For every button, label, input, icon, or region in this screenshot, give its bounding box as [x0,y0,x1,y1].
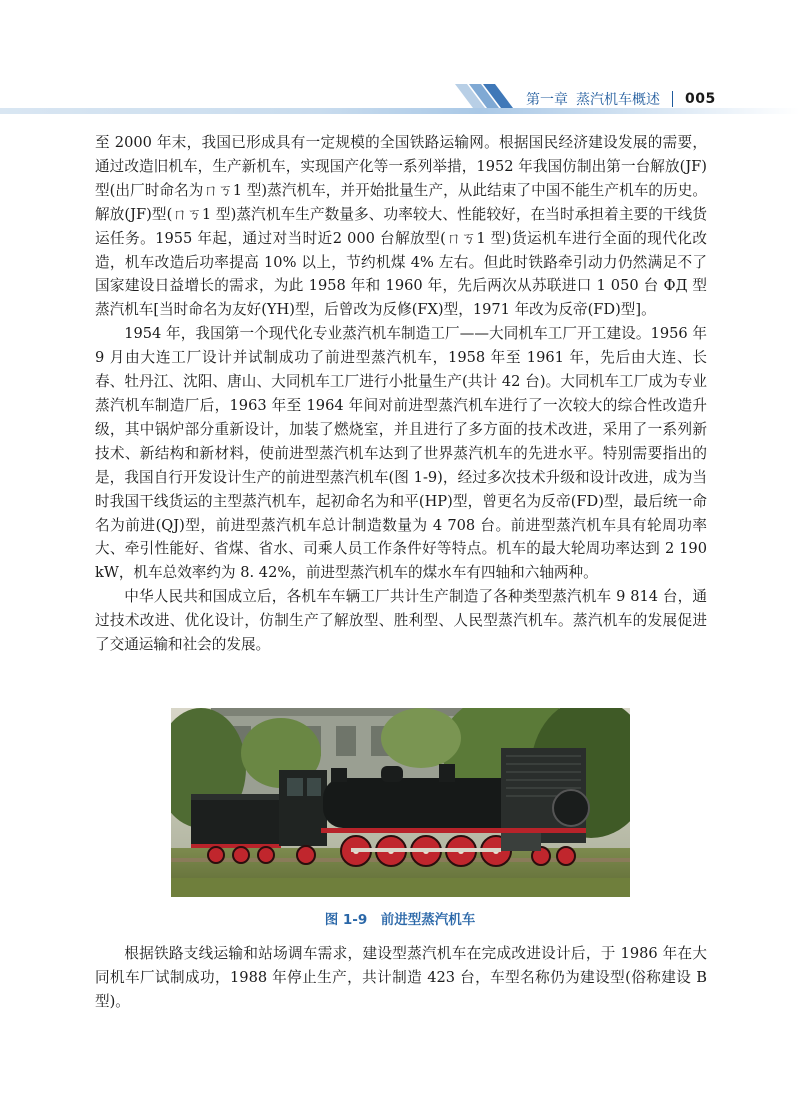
locomotive-photo [171,708,630,897]
figure-caption: 图 1-9 前进型蒸汽机车 [324,912,476,928]
body-text [95,131,707,657]
body-text-continued [95,942,707,1014]
paragraph-2: 1954 年，我国第一个现代化专业蒸汽机车制造工厂——大同机车工厂开工建设。1956 年 9 月由大连工厂设计并试制成功了前进型蒸汽机车，1958 年至 1961 年，先后由大连、长春、牡丹江、沈阳、唐山、大同机车工厂进行小批量生产(共计 42 台)。大同机车工厂成为专业蒸汽机车制造厂后，1963 年至 1964 年间对前进型蒸汽机车进行了一次较大的综合性改造升级，其中锅炉部分重新设计，加装了燃烧室，并且进行了多方面的技术改进，采用了一系列新技术、新结构和新材料，使前进型蒸汽机车达到了世界蒸汽机车的先进水平。特别需要指出的是，我国自行开发设计生产的前进型蒸汽机车(图 1-9)，经过多次技术升级和设计改进，成为当时我国干线货运的主型蒸汽机车，起初命名为和平(HP)型，曾更名为反帝(FD)型，最后统一命名为前进(QJ)型，前进型蒸汽机车总计制造数量为 4 708 台。前进型蒸汽机车具有轮周功率大、牵引性能好、省煤、省水、司乘人员工作条件好等特点。机车的最大轮周功率达到 2 190 kW，机车总效率约为 8. 42%，前进型蒸汽机车的煤水车有四轴和六轴两种。 [95,325,707,582]
chapter-title: 蒸汽机车概述 [576,92,660,108]
running-header [526,88,716,110]
paragraph-1: 至 2000 年末，我国已形成具有一定规模的全国铁路运输网。根据国民经济建设发展的需要，通过改造旧机车，生产新机车，实现国产化等一系列举措，1952 年我国仿制出第一台解放(JF)型(出厂时命名为ㄇㄎ1 型)蒸汽机车，并开始批量生产，从此结束了中国不能生产机车的历史。解放(JF)型(ㄇㄎ1 型)蒸汽机车生产数量多、功率较大、性能较好，在当时承担着主要的干线货运任务。1955 年起，通过对当时近2 000 台解放型(ㄇㄎ1 型)货运机车进行全面的现代化改造，机车改造后功率提高 10% 以上，节约机煤 4% 左右。但此时铁路牵引动力仍然满足不了国家建设日益增长的需求，为此 1958 年和 1960 年，先后两次从苏联进口 1 050 台 ФД 型蒸汽机车[当时命名为友好(YH)型，后曾改为反修(FX)型，1971 年改为反帝(FD)型]。 [95,134,707,319]
chapter-label: 第一章 [526,92,568,108]
paragraph-4: 根据铁路支线运输和站场调车需求，建设型蒸汽机车在完成改进设计后，于 1986 年在大同机车厂试制成功，1988 年停止生产，共计制造 423 台，车型名称仍为建设型(俗称建设 B 型)。 [95,945,707,1010]
page-number: 005 [685,91,716,107]
header-chevron-decoration [455,84,525,116]
paragraph-3: 中华人民共和国成立后，各机车车辆工厂共计生产制造了各种类型蒸汽机车 9 814 台，通过技术改进、优化设计，仿制生产了解放型、胜利型、人民型蒸汽机车。蒸汽机车的发展促进了交通运输和社会的发展。 [95,588,707,654]
header-divider [672,91,673,107]
